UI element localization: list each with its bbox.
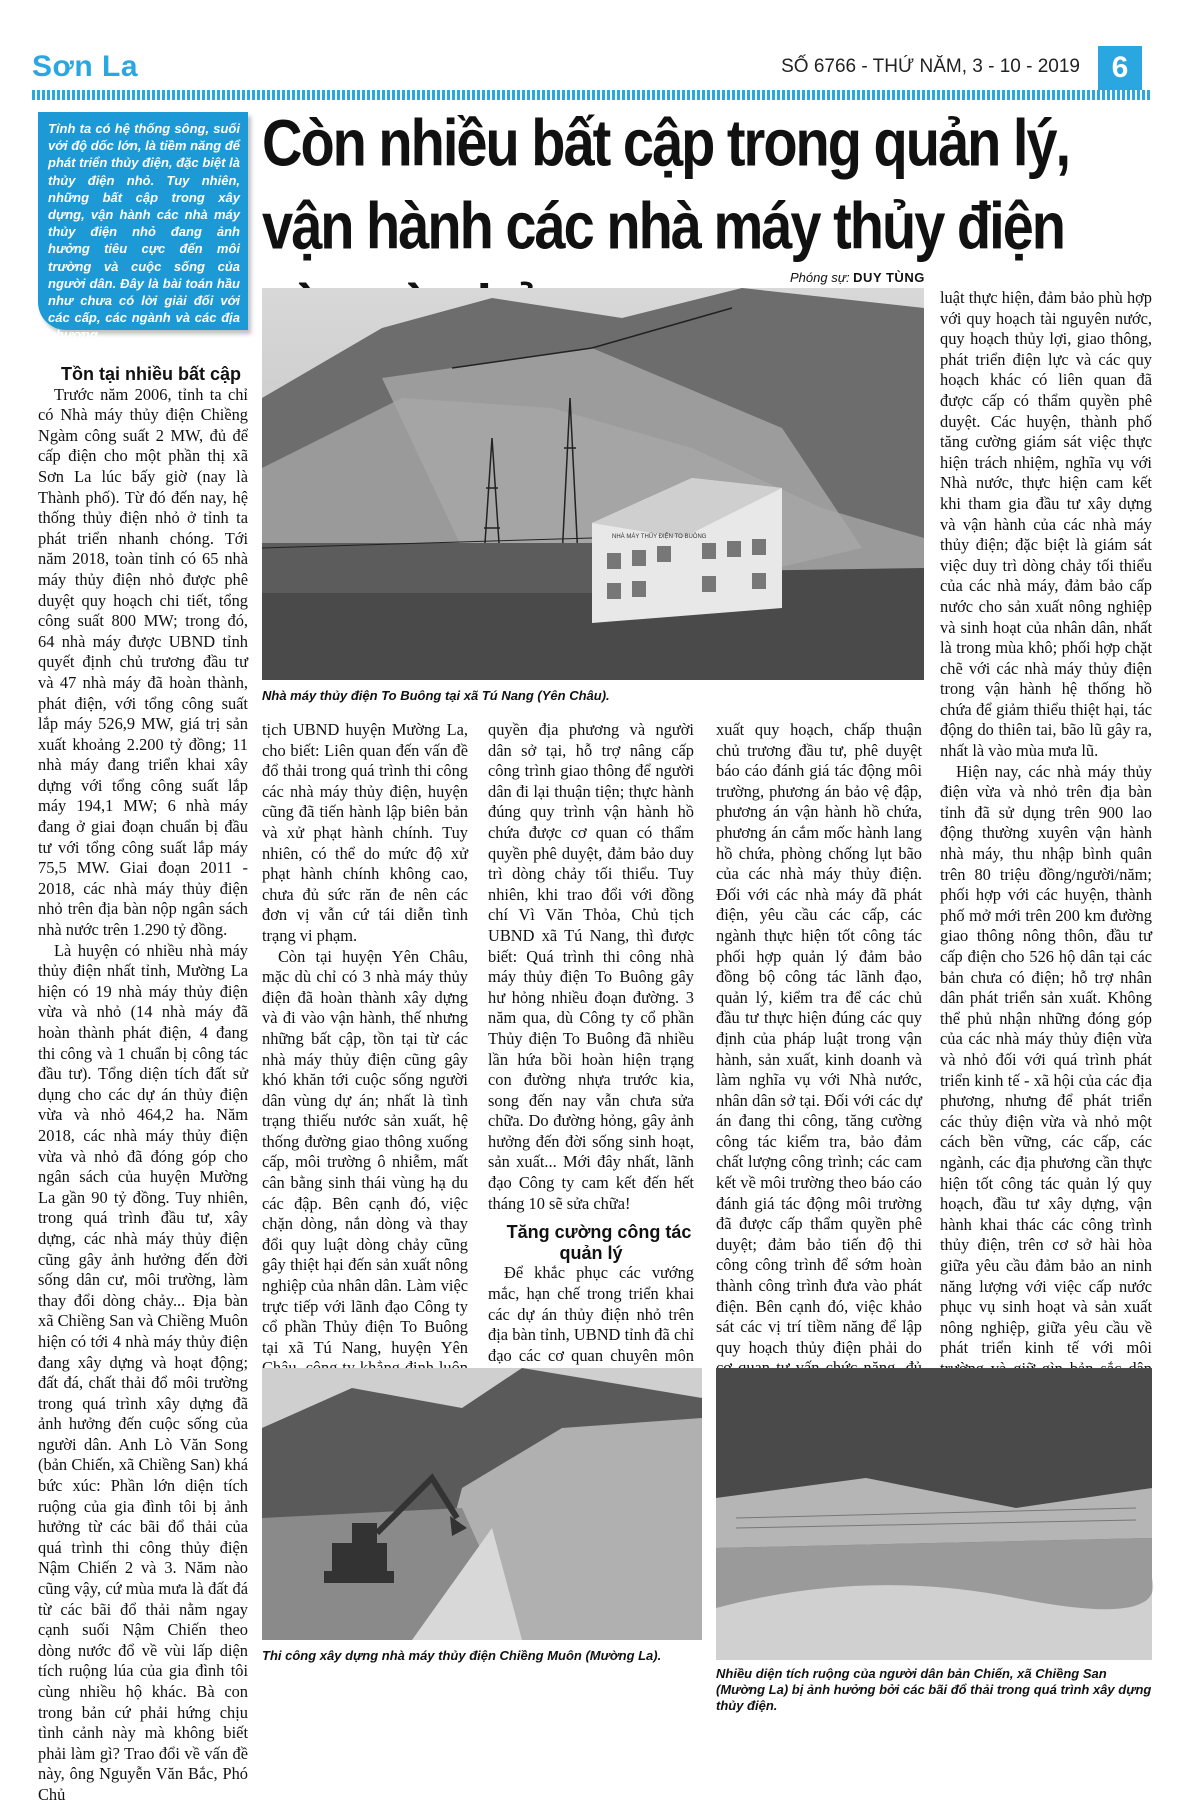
paragraph: luật thực hiện, đảm bảo phù hợp với quy hoạch tài nguyên nước, quy hoạch thủy lợi, giao thông, phát triển điện lực và các quy hoạch khác có liên quan đã được cấp có thẩm quyền phê duyệt. Các huyện, thành phố tăng cường giám sát việc thực hiện trách nhiệm, nghĩa vụ với Nhà nước, thực hiện cam kết khi tham gia đầu tư xây dựng và vận hành của các nhà máy thủy điện; đặc biệt là giám sát việc duy trì dòng chảy tối thiểu của các nhà máy, đảm bảo cấp nước cho sản xuất nông nghiệp và sinh hoạt của nhân dân, nhất là trong mùa khô; phối hợp chặt chẽ với các nhà máy thủy điện trong vận hành hệ thống hồ chứa để giảm thiểu thiệt hại, tác động do thiên tai, bão lũ gây ra, nhất là vào mùa mưa lũ. (940, 288, 1152, 761)
paragraph: tịch UBND huyện Mường La, cho biết: Liên quan đến vấn đề đổ thải trong quá trình thi công các nhà máy thủy điện, huyện cũng đã tiến hành lập biên bản và xử phạt hành chính. Tuy nhiên, có thể do mức độ xử phạt hành chính không cao, chưa đủ sức răn đe nên các đơn vị vẫn cứ tái diễn tình trạng vi phạm. (262, 720, 468, 945)
article-column-2 (262, 720, 468, 1360)
subhead-2: Tăng cường công tác quản lý (506, 1222, 692, 1263)
plant-sign: NHÀ MÁY THỦY ĐIỆN TO BUÔNG (612, 534, 707, 540)
header-rule (32, 90, 1152, 100)
article-column-3 (488, 720, 694, 1365)
main-photo (262, 288, 924, 680)
byline-author: DUY TÙNG (853, 270, 925, 285)
paragraph (940, 762, 1152, 1442)
issue-info: SỐ 6766 - THỨ NĂM, 3 - 10 - 2019 (781, 56, 1080, 77)
paragraph: Là huyện có nhiều nhà máy thủy điện nhất tỉnh, Mường La hiện có 19 nhà máy thủy điện vừa và nhỏ (14 nhà máy đã hoàn thành phát điện, 4 đang thi công và 1 chuẩn bị công tác đầu tư). Tổng diện tích đất sử dụng cho các dự án thủy điện vừa và nhỏ 464,2 ha. Năm 2018, các nhà máy thủy điện vừa và nhỏ đã đóng góp cho ngân sách của huyện Mường La gần 90 tỷ đồng. Tuy nhiên, trong quá trình đầu tư, xây dựng, các nhà máy thủy điện cũng gây ảnh hưởng đến đời sống dân cư, môi trường, làm thay đổi dòng chảy... Địa bàn xã Chiềng San và Chiềng Muôn hiện có tới 4 nhà máy thủy điện đang xây dựng và hoạt động; đất đá, chất thải đổ môi trường trong quá trình xây dựng đã ảnh hưởng đến cuộc sống của người dân. Anh Lò Văn Song (bản Chiến, xã Chiềng San) khá bức xúc: Phần lớn diện tích ruộng của gia đình tôi bị ảnh hưởng từ các bãi đổ thải của quá trình thi công thủy điện Nậm Chiến 2 và 3. Năm nào cũng vậy, cứ mùa mưa là đất đá từ các bãi đổ thải nằm ngay cạnh suối Nậm Chiến theo dòng nước đổ về vùi lấp diện tích ruộng lúa của gia đình tôi cùng nhiều hộ khác. Bà con trong bản cứ phải hứng chịu tình cảnh này mà không biết phải làm gì? Trao đổi về vấn đề này, ông Nguyễn Văn Bắc, Phó Chủ (38, 940, 248, 1804)
construction-photo-caption: Thi công xây dựng nhà máy thủy điện Chiềng Muôn (Mường La). (262, 1648, 662, 1663)
byline-label: Phóng sự: (790, 270, 854, 285)
rice-field-photo-caption: Nhiều diện tích ruộng của người dân bản Chiến, xã Chiềng San (Mường La) bị ảnh hưởng bởi các bãi đổ thải trong quá trình xây dựng thủy điện. (716, 1666, 1152, 1713)
page-number: 6 (1098, 46, 1142, 90)
rice-field-photo (716, 1368, 1152, 1660)
paragraph: Để khắc phục các vướng mắc, hạn chế trong triển khai các dự án thủy điện nhỏ trên địa bàn tỉnh, UBND tỉnh đã chỉ đạo các cơ quan chuyên môn (488, 1263, 694, 1365)
construction-photo (262, 1368, 702, 1640)
article-column-1 (38, 364, 248, 1804)
byline (790, 270, 925, 285)
main-photo-caption: Nhà máy thủy điện To Buông tại xã Tú Nang (Yên Châu). (262, 688, 610, 703)
article-column-5 (940, 288, 1152, 1360)
paragraph-text: Hiện nay, các nhà máy thủy điện vừa và nhỏ trên địa bàn tỉnh đã sử dụng trên 900 lao động thường xuyên vận hành nhà máy, thu nhập bình quân trên 80 triệu đồng/người/năm; phối hợp với các huyện, thành phố mở mới trên 200 km đường giao thông nông thôn, đầu tư cấp điện cho 526 hộ dân tại các bản chưa có điện; hỗ trợ nhân dân phát triển sản xuất. Không thể phủ nhận những đóng góp của các nhà máy thủy điện vừa và nhỏ đối với quá trình phát triển kinh tế - xã hội của các địa phương, nhưng để phát triển các thủy điện vừa và nhỏ một cách bền vững, các cấp, các ngành, các địa phương cần thực hiện tốt công tác quản lý quy hoạch, đầu tư xây dựng, vận hành khai thác các công trình thủy điện, trên cơ sở hài hòa giữa yêu cầu đảm bảo an ninh năng lượng với việc cấp nước phục vụ sinh hoạt và sản xuất nông nghiệp, giữa yêu cầu về phát triển kinh tế với môi (940, 761, 1152, 1358)
paragraph: xuất quy hoạch, chấp thuận chủ trương đầu tư, phê duyệt báo cáo đánh giá tác động môi trường, phương án bảo vệ đập, phương án vận hành hồ chứa, phương án cắm mốc hành lang hồ chứa, phòng chống lụt bão của các nhà máy thủy điện. Đối với các nhà máy đã phát điện, yêu cầu các cấp, các ngành thực hiện tốt công tác phối hợp quản lý đảm bảo đồng bộ công tác lãnh đạo, quản lý, kiểm tra để các chủ đầu tư thực hiện đúng các quy định của pháp luật trong vận hành, sản xuất, kinh doanh và làm nghĩa vụ với Nhà nước, nhân dân sở tại. Đối với các dự án đang thi công, tăng cường công tác kiểm tra, bảo đảm chất lượng công trình; các cam kết về môi trường theo báo cáo đánh giá tác động môi trường đã được cấp thẩm quyền phê duyệt; đảm bảo tiến độ thi công công trình để sớm hoàn thành công trình đưa vào phát điện. Bên cạnh đó, việc khảo sát các vị trí tiềm năng để lập quy hoạch thủy điện phải do (716, 720, 922, 1357)
paragraph: Trước năm 2006, tỉnh ta chỉ có Nhà máy thủy điện Chiềng Ngàm công suất 2 MW, đủ để cấp điện cho một phần thị xã Sơn La lúc bấy giờ (nay là Thành phố). Từ đó đến nay, hệ thống thủy điện nhỏ ở tỉnh ta phát triển nhanh chóng. Tới năm 2018, toàn tỉnh có 65 nhà máy thủy điện nhỏ được phê duyệt quy hoạch chi tiết, tổng công suất 800 MW; trong đó, 64 nhà máy được UBND tỉnh quyết định chủ trương đầu tư và 47 nhà máy đã hoàn thành, phát điện, với tổng công suất lắp máy 526,9 MW, giá trị sản xuất khoảng 2.200 tỷ đồng; 11 nhà máy đang triển khai xây dựng với tổng công suất lắp máy 194,1 MW; 6 nhà máy đang ở giai đoạn chuẩn bị đầu tư với tổng công suất lắp máy 75,5 MW. Giai đoạn 2011 - 2018, các nhà máy thủy điện nhỏ trên địa bàn nộp ngân sách nhà nước trên 1.290 tỷ đồng. (38, 384, 248, 940)
paragraph: quyền địa phương và người dân sở tại, hỗ trợ nâng cấp công trình giao thông để người dân đi lại thuận tiện; thực hành đúng quy trình vận hành hồ chứa được cơ quan có thẩm quyền phê duyệt, đảm bảo duy trì dòng chảy tối thiểu. Tuy nhiên, khi trao đổi với đồng chí Vì Văn Thỏa, Chủ tịch UBND xã Tú Nang, thì được biết: Quá trình thi công nhà máy thủy điện To Buông gây hư hỏng nhiều đoạn đường. 3 năm qua, dù Công ty cổ phần Thủy điện To Buông đã nhiều lần hứa bồi hoàn hiện trạng con đường nhựa trước kia, song đến nay vẫn chưa sửa chữa. Do đường hỏng, gây ảnh hưởng đến đời sống sinh hoạt, sản xuất... Mới đây nhất, lãnh đạo Công ty cam kết đến hết tháng 10 sẽ sửa chữa! (488, 720, 694, 1213)
article-column-4 (716, 720, 922, 1360)
lead-box: Tỉnh ta có hệ thống sông, suối với độ dốc lớn, là tiềm năng để phát triển thủy điện, đặc biệt là thủy điện nhỏ. Tuy nhiên, những bất cập trong xây dựng, vận hành các nhà máy thủy điện nhỏ đang ảnh hưởng tiêu cực đến môi trường và cuộc sống của người dân. Đây là bài toán hầu như chưa có lời giải đối với các cấp, các ngành và các địa phương. (38, 112, 248, 330)
paragraph: Còn tại huyện Yên Châu, mặc dù chỉ có 3 nhà máy thủy điện đã hoàn thành xây dựng và đi vào vận hành, thế nhưng những bất cập, tồn tại từ các nhà máy thủy điện cũng gây khó khăn tới cuộc sống người dân vùng dự án; nhất là tình trạng thiếu nước sản xuất, hệ thống đường giao thông xuống cấp, môi trường ô nhiễm, mất cân bằng sinh thái vùng hạ du các đập. Bên cạnh đó, việc chặn dòng, nắn dòng và thay đổi quy luật dòng chảy cũng gây thiệt hại đến sản xuất nông nghiệp của nhân dân. Làm việc trực tiếp với lãnh đạo Công ty cổ phần Thủy điện To Buông tại xã Tú Nang, huyện Yên (262, 946, 468, 1357)
section-name: Sơn La (32, 50, 139, 83)
subhead-1: Tồn tại nhiều bất cập (60, 364, 241, 384)
headline: Còn nhiều bất cập trong quản lý, vận hành các nhà máy thủy điện (262, 105, 1070, 263)
